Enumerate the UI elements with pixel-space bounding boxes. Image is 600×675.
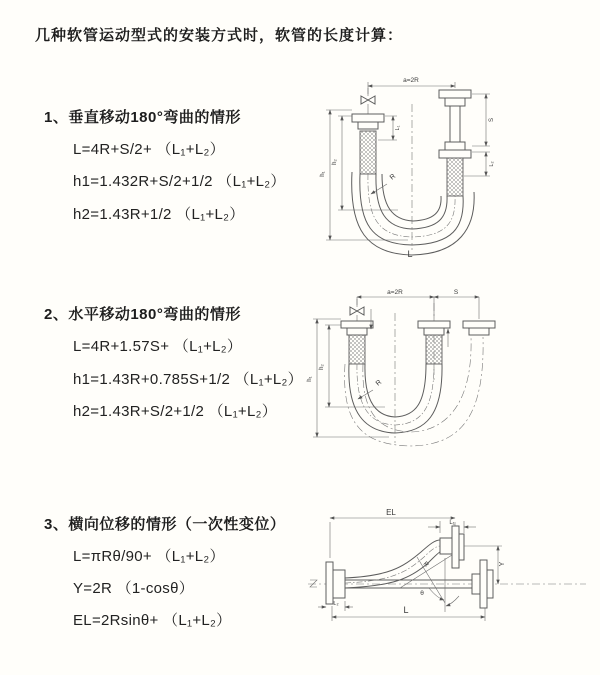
dimension-fitting-left (318, 601, 353, 611)
height2-label: h₂ (332, 159, 338, 165)
left-fitting (352, 114, 384, 174)
offset-label: Y (499, 561, 506, 567)
section1-formula-L: L=4R+S/2+ （L₁+L₂） (73, 141, 225, 158)
height1-label: h₁ (320, 171, 326, 177)
section2-formula-L: L=4R+1.57S+ （L₁+L₂） (73, 338, 243, 355)
height1-label: h₁ (307, 376, 313, 382)
dimension-height1 (307, 319, 389, 437)
el-label: EL (386, 508, 396, 517)
section3-formula-EL: EL=2Rsinθ+ （L₁+L₂） (73, 612, 232, 629)
fitting-left-label: L₂ (333, 601, 339, 607)
dimension-span (357, 289, 479, 319)
radius-construction-lines (400, 555, 452, 612)
left-fitting (341, 321, 373, 364)
section3-formula-Y: Y=2R （1-cosθ） (73, 580, 195, 597)
dimension-stroke (434, 289, 479, 297)
radius-callout (371, 173, 397, 194)
span-label: a=2R (403, 77, 419, 84)
right-fitting (439, 90, 471, 196)
span-label: a=2R (387, 289, 403, 296)
section2-heading: 2、水平移动180°弯曲的情形 (44, 306, 241, 323)
diagram-horizontal-180-bend (305, 285, 597, 450)
section3-heading: 3、横向位移的情形（一次性变位） (44, 516, 286, 533)
braided-hose-section (447, 158, 463, 196)
page-title: 几种软管运动型式的安装方式时，软管的长度计算： (35, 27, 404, 44)
hose-u-curves (349, 364, 442, 433)
radius-label: R (421, 560, 430, 569)
valve-icon (350, 299, 364, 321)
radius-label: R (374, 378, 384, 388)
section1-formula-h1: h1=1.432R+S/2+1/2 （L₁+L₂） (73, 173, 286, 190)
section2-formula-h2: h2=1.43R+S/2+1/2 （L₁+L₂） (73, 403, 278, 420)
height2-label: h₂ (319, 364, 325, 370)
dimension-stroke (472, 94, 495, 146)
end-fitting-displaced (440, 526, 464, 568)
angle-annotation (420, 588, 459, 606)
stroke-label: S (453, 289, 459, 296)
length-label: L (407, 249, 413, 259)
diagram-vertical-180-bend (312, 70, 590, 262)
radius-callout (358, 379, 383, 399)
end-fitting-initial (472, 560, 493, 608)
moved-fitting (463, 321, 495, 335)
braided-hose-section (426, 335, 442, 364)
section2-formula-h1: h1=1.43R+0.785S+1/2 （L₁+L₂） (73, 371, 303, 388)
left-fitting (326, 562, 345, 604)
radius-label: R (388, 172, 398, 182)
fitting-top-label: L₁ (449, 520, 455, 526)
braided-hose-section (349, 335, 365, 364)
centerline (308, 580, 586, 587)
section3-formula-L: L=πRθ/90+ （L₁+L₂） (73, 548, 225, 565)
axis-break-mark (310, 580, 317, 587)
stroke-label: S (489, 117, 495, 123)
section1-heading: 1、垂直移动180°弯曲的情形 (44, 109, 241, 126)
length-label: L (403, 605, 409, 615)
angle-label: θ (420, 590, 424, 597)
fitting-left-label: L₁ (395, 125, 401, 131)
dimension-el (330, 508, 455, 558)
section1-formula-h2: h2=1.43R+1/2 （L₁+L₂） (73, 206, 245, 223)
braided-hose-section (360, 131, 376, 174)
diagram-lateral-displacement (296, 500, 600, 648)
middle-fitting (418, 321, 450, 364)
dimension-length (332, 605, 485, 621)
fitting-right-label: L₂ (489, 161, 495, 167)
valve-icon (361, 88, 375, 114)
